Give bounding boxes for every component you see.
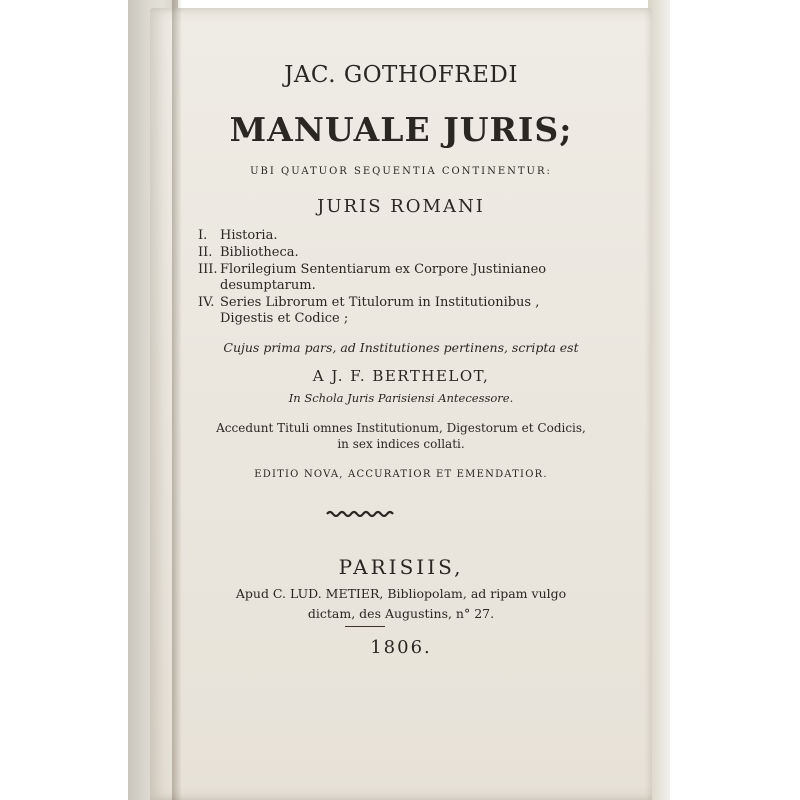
contents-item [198,262,546,277]
item-number: II. [198,245,213,260]
item-continuation: desumptarum. [220,278,316,293]
item-text: Series Librorum et Titulorum in Institutionibus , [220,295,540,310]
short-rule [345,626,385,627]
editor-name: A J. F. BERTHELOT, [312,367,490,385]
item-number: I. [198,228,208,243]
item-number: IV. [198,295,215,310]
edition-statement: EDITIO NOVA, ACCURATIOR ET EMENDATIOR. [254,469,548,480]
item-text: Historia. [220,228,278,243]
subtitle: UBI QUATUOR SEQUENTIA CONTINENTUR: [250,166,552,177]
section-heading: JURIS ROMANI [317,196,485,217]
accedunt-line-2: in sex indices collati. [337,437,465,451]
item-continuation: Digestis et Codice ; [220,311,349,326]
place-of-publication: PARISIIS, [338,555,464,579]
cujus-line: Cujus prima pars, ad Institutiones pertinens, scripta est [223,340,579,355]
publisher-line: Apud C. LUD. METIER, Bibliopolam, ad ripam vulgo [235,586,567,601]
ornament-rule [325,508,397,520]
author-name: JAC. GOTHOFREDI [284,62,518,88]
item-number: III. [198,262,218,277]
book-title: MANUALE JURIS; [229,110,573,149]
contents-item [198,228,277,243]
publisher-address: dictam, des Augustins, n° 27. [307,606,495,621]
contents-item [198,295,539,310]
accedunt-line: Accedunt Tituli omnes Institutionum, Digestorum et Codicis, [216,421,586,435]
contents-item [198,245,299,260]
item-text: Bibliotheca. [220,245,299,260]
item-text: Florilegium Sententiarum ex Corpore Justinianeo [220,262,547,277]
editor-role: In Schola Juris Parisiensi Antecessore. [288,391,514,405]
publication-year: 1806. [370,637,432,658]
